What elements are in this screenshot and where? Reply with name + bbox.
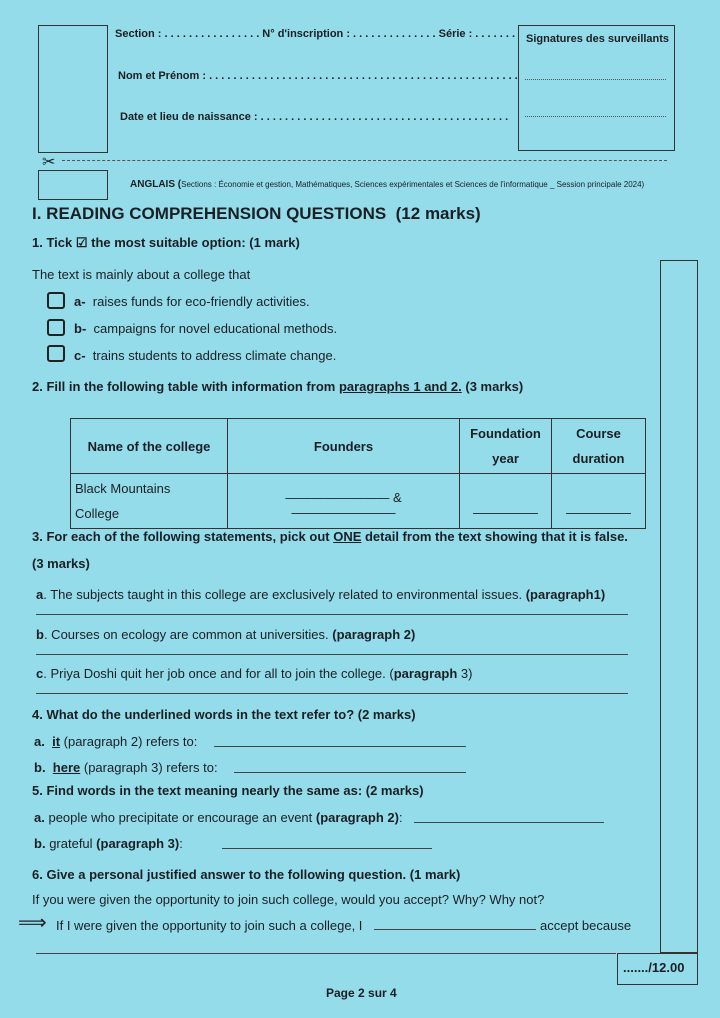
q4-item-a: a. it (paragraph 2) refers to: bbox=[34, 734, 198, 749]
table-header-row bbox=[71, 419, 646, 474]
q3-answer-a[interactable] bbox=[36, 614, 628, 615]
cut-line bbox=[62, 160, 667, 161]
q5-item-b: b. grateful (paragraph 3): bbox=[34, 836, 183, 851]
option-c-checkbox[interactable] bbox=[47, 345, 65, 362]
q5-answer-b[interactable] bbox=[222, 848, 432, 849]
college-name-line1: Black Mountains bbox=[75, 481, 171, 496]
q6-heading: 6. Give a personal justified answer to the following question. (1 mark) bbox=[32, 867, 461, 882]
q4-heading: 4. What do the underlined words in the text refer to? (2 marks) bbox=[32, 707, 416, 722]
option-b: b- campaigns for novel educational methods. bbox=[74, 321, 338, 336]
score-box bbox=[617, 953, 698, 985]
candidate-number-box bbox=[38, 25, 108, 153]
section-title: I. READING COMPREHENSION QUESTIONS (12 marks) bbox=[32, 204, 481, 223]
q6-answer-pre: If I were given the opportunity to join such a college, I bbox=[56, 918, 363, 933]
birth-field[interactable]: Date et lieu de naissance : . . . . . . . . . . . . . . . . . . . . . . . . . . . . . . . . . . . . . . . . . bbox=[120, 111, 509, 123]
score-column bbox=[660, 260, 698, 953]
header-foundation-year: Foundation year bbox=[460, 419, 552, 474]
q6-question: If you were given the opportunity to join such college, would you accept? Why? Why not? bbox=[32, 892, 545, 907]
q4-answer-b[interactable] bbox=[234, 772, 466, 773]
q3-answer-c[interactable] bbox=[36, 693, 628, 694]
q5-item-a: a. people who precipitate or encourage an event (paragraph 2): bbox=[34, 810, 403, 825]
college-name-line2: College bbox=[75, 506, 120, 521]
q3-heading: 3. For each of the following statements, pick out ONE detail from the text showing that it is false. bbox=[32, 529, 628, 544]
q4-item-b: b. here (paragraph 3) refers to: bbox=[34, 760, 218, 775]
q6-answer-blank[interactable] bbox=[374, 929, 536, 930]
q3-item-b: b. Courses on ecology are common at universities. (paragraph 2) bbox=[36, 627, 416, 642]
option-a-checkbox[interactable] bbox=[47, 292, 65, 309]
scissors-icon: ✂ bbox=[42, 154, 56, 171]
info-table bbox=[70, 418, 646, 529]
subject-line: ANGLAIS (Sections : Économie et gestion, Mathématiques, Sciences expérimentales et Sciences de l'informatique _ Session principale 2024) bbox=[130, 179, 645, 190]
q3-answer-b[interactable] bbox=[36, 654, 628, 655]
table-row bbox=[71, 474, 646, 529]
score-label: ......./12.00 bbox=[623, 960, 685, 975]
q2-heading: 2. Fill in the following table with information from paragraphs 1 and 2. (3 marks) bbox=[32, 379, 524, 394]
name-field[interactable]: Nom et Prénom : . . . . . . . . . . . . . . . . . . . . . . . . . . . . . . . . . . . . . . . . . . . . . . . . . . . bbox=[118, 70, 518, 82]
q1-heading: 1. Tick ☑ the most suitable option: (1 mark) bbox=[32, 235, 300, 250]
q5-heading: 5. Find words in the text meaning nearly the same as: (2 marks) bbox=[32, 783, 424, 798]
year-cell[interactable]: ————— bbox=[460, 474, 552, 529]
q6-answer-line[interactable] bbox=[36, 953, 616, 954]
header-founders: Founders bbox=[228, 419, 460, 474]
small-box bbox=[38, 170, 108, 200]
signatures-box bbox=[518, 25, 675, 151]
q3-marks: (3 marks) bbox=[32, 556, 90, 571]
header-name: Name of the college bbox=[71, 419, 228, 474]
q6-answer-post: accept because bbox=[540, 918, 632, 933]
q3-item-c: c. Priya Doshi quit her job once and for all to join the college. (paragraph 3) bbox=[36, 666, 473, 681]
q4-answer-a[interactable] bbox=[214, 746, 466, 747]
arrow-icon: ⟹ bbox=[18, 912, 47, 934]
duration-cell[interactable]: ————— bbox=[552, 474, 646, 529]
section-field[interactable]: Section : . . . . . . . . . . . . . . . . N° d'inscription : . . . . . . . . . . . . . . Série : . . . . . . . bbox=[115, 28, 516, 40]
founders-cell[interactable]: ———————— & ———————— bbox=[228, 474, 460, 529]
signatures-label: Signatures des surveillants bbox=[526, 33, 670, 45]
option-a: a- raises funds for eco-friendly activities. bbox=[74, 294, 310, 309]
q3-item-a: a. The subjects taught in this college are exclusively related to environmental issues. (paragraph1) bbox=[36, 587, 606, 602]
option-b-checkbox[interactable] bbox=[47, 319, 65, 336]
page-number: Page 2 sur 4 bbox=[326, 986, 397, 1000]
q5-answer-a[interactable] bbox=[414, 822, 604, 823]
option-c: c- trains students to address climate change. bbox=[74, 348, 337, 363]
header-course-duration: Course duration bbox=[552, 419, 646, 474]
q1-stem: The text is mainly about a college that bbox=[32, 267, 251, 282]
